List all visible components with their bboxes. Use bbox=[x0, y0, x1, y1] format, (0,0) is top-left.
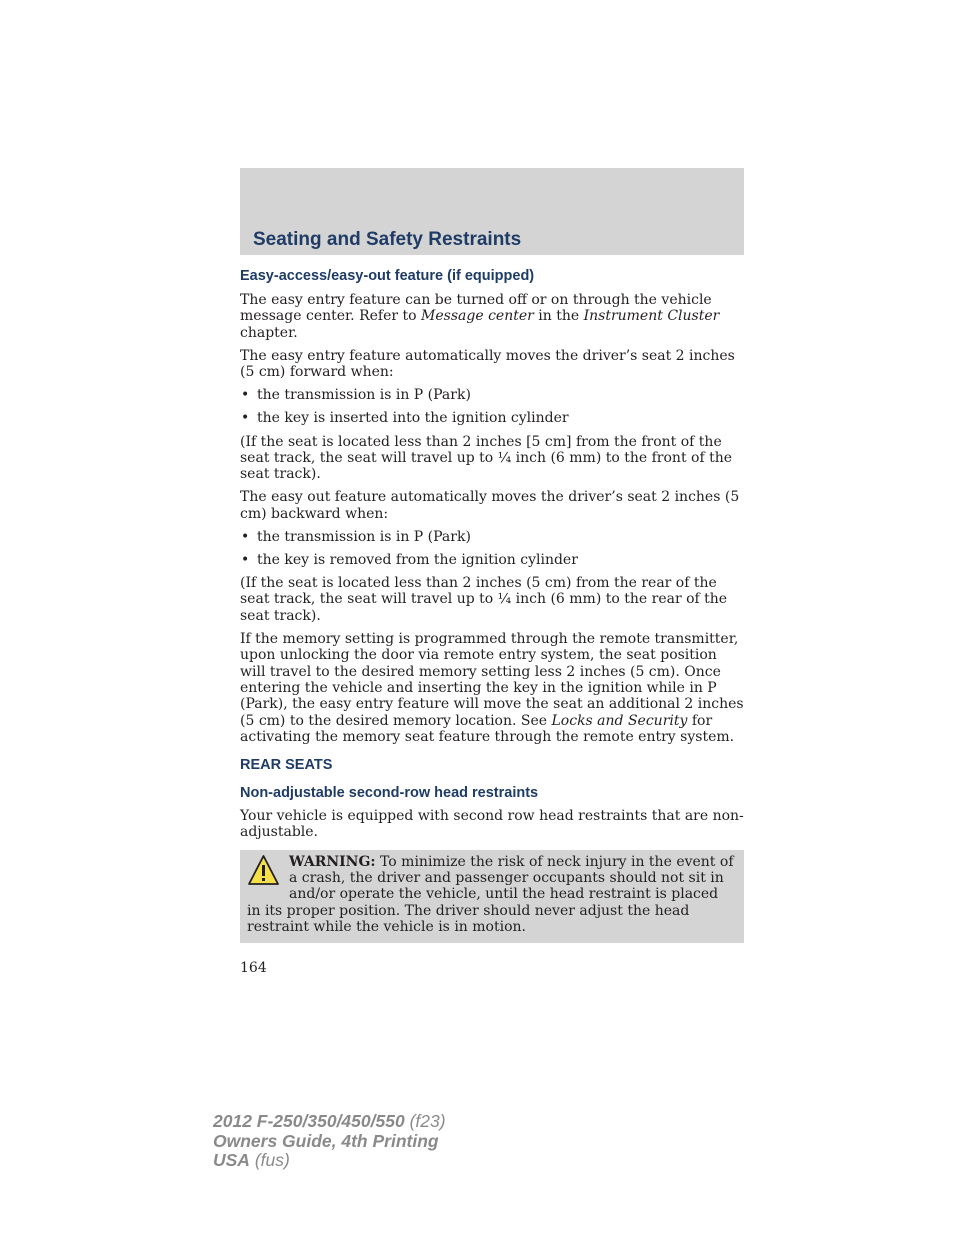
list-item: • the transmission is in P (Park) bbox=[240, 529, 744, 545]
list-item: • the key is inserted into the ignition cylinder bbox=[240, 410, 744, 426]
text-run: The easy entry feature can be turned off or on through the vehicle message center. Refer to bbox=[240, 292, 712, 325]
memory-setting-paragraph bbox=[240, 631, 744, 745]
page-number: 164 bbox=[240, 960, 267, 976]
head-restraints-paragraph: Your vehicle is equipped with second row head restraints that are non-adjustable. bbox=[240, 808, 744, 841]
easy-entry-paragraph: The easy entry feature automatically moves the driver’s seat 2 inches (5 cm) forward when: bbox=[240, 347, 735, 381]
market-code: (fus) bbox=[249, 1150, 290, 1170]
locks-and-security-reference: Locks and Security bbox=[551, 712, 688, 729]
warning-triangle-icon bbox=[247, 854, 280, 888]
footer-line-2 bbox=[213, 1132, 446, 1152]
easy-access-paragraph-1 bbox=[240, 292, 744, 341]
easy-entry-note: (If the seat is located less than 2 inches [5 cm] from the front of the seat track, the seat will travel up to ¼ inch (6 mm) to the front of the seat track). bbox=[240, 433, 733, 483]
footer-line-1 bbox=[213, 1112, 446, 1132]
list-item: • the key is removed from the ignition cylinder bbox=[240, 552, 744, 568]
footer-line-3 bbox=[213, 1151, 446, 1171]
text-run: in the bbox=[533, 308, 584, 325]
text-run: for activating the memory seat feature through the remote entry system. bbox=[240, 712, 735, 745]
warning-label: WARNING: bbox=[289, 853, 376, 870]
rear-seats-heading: REAR SEATS bbox=[240, 757, 333, 774]
list-item: • the transmission is in P (Park) bbox=[240, 387, 744, 403]
warning-box bbox=[240, 850, 744, 943]
easy-entry-conditions-list bbox=[240, 387, 744, 426]
guide-edition: Owners Guide, 4th Printing bbox=[213, 1130, 439, 1151]
model-code: (f23) bbox=[404, 1111, 446, 1131]
easy-out-conditions-list bbox=[240, 529, 744, 568]
page-content bbox=[240, 268, 744, 943]
section-header-band bbox=[240, 168, 744, 255]
market: USA bbox=[213, 1150, 250, 1170]
document-footer bbox=[213, 1112, 446, 1171]
head-restraints-heading: Non-adjustable second-row head restraints bbox=[240, 785, 539, 802]
model-years: 2012 F-250/350/450/550 bbox=[213, 1111, 405, 1131]
instrument-cluster-reference: Instrument Cluster bbox=[583, 308, 720, 325]
section-title: Seating and Safety Restraints bbox=[253, 229, 522, 250]
message-center-reference: Message center bbox=[421, 308, 534, 325]
text-run: chapter. bbox=[240, 324, 298, 341]
easy-out-note: (If the seat is located less than 2 inches (5 cm) from the rear of the seat track, the seat will travel up to ¼ inch (6 mm) to the rear of the seat track). bbox=[240, 575, 728, 624]
easy-access-heading: Easy-access/easy-out feature (if equipped) bbox=[240, 268, 535, 284]
easy-out-paragraph: The easy out feature automatically moves the driver’s seat 2 inches (5 cm) backward when: bbox=[240, 489, 740, 522]
warning-text: To minimize the risk of neck injury in the event of a crash, the driver and passenger occupants should not sit in and/or operate the vehicle, until the head restraint is placed in its proper position. The driver should never adjust the head restraint while the vehicle is in motion. bbox=[247, 853, 734, 935]
text-run: If the memory setting is programmed through the remote transmitter, upon unlocking the door via remote entry system, the seat position will travel to the desired memory setting less 2 inches (5 cm). Once entering the vehicle and inserting the key in the ignition while in P (Park), the easy entry feature will move the seat an additional 2 inches (5 cm) to the desired memory location. See bbox=[240, 631, 744, 729]
